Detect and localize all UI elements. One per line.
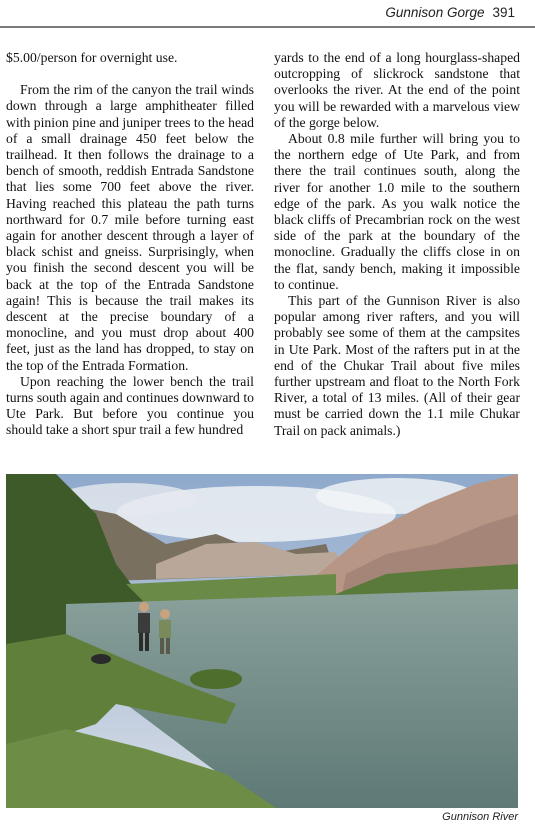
paragraph-outcropping: yards to the end of a long hourglass-shaped outcropping of slickrock sandstone that overlooks the river. At the end of the point you will be rewarded with a marvelous view of the gorge below. xyxy=(274,50,520,130)
page-number: 391 xyxy=(492,5,515,20)
section-title: Gunnison Gorge xyxy=(385,5,485,20)
photo-caption: Gunnison River xyxy=(442,811,518,823)
running-header xyxy=(385,3,515,23)
paragraph-trail-descent: From the rim of the canyon the trail winds down through a large amphitheater filled with pinion pine and juniper trees to the head of a small drainage 450 feet below the trailhead. It then follows the drainage to a bench of smooth, reddish Entrada Sandstone that lies some 700 feet above the river. Having reached this plateau the path turns northward for 0.7 mile before turning east again for another descent through a layer of black schist and gneiss. Surprisingly, when you finish the second descent you will be back at the top of the Entrada Sandstone again! This is because the trail makes its descent at the precise boundary of a monocline, and you must drop about 400 feet, just as the land has dropped, to stay on the top of the Entrada Formation. xyxy=(6,82,254,373)
river-photo xyxy=(6,474,518,808)
right-column xyxy=(274,50,520,439)
paragraph-rafters: This part of the Gunnison River is also popular among river rafters, and you will probably see some of them at the campsites in Ute Park. Most of the rafters put in at the end of the Chukar Trail about five miles further upstream and float to the North Fork River, a total of 13 miles. (All of their gear must be carried down the 1.1 mile Chukar Trail on pack animals.) xyxy=(274,293,520,438)
river-photo-illustration xyxy=(6,474,518,808)
header-rule xyxy=(0,26,535,28)
paragraph-fee: $5.00/person for overnight use. xyxy=(6,50,178,65)
left-column xyxy=(6,50,254,439)
paragraph-ute-park: About 0.8 mile further will bring you to the northern edge of Ute Park, and from there the trail continues south, along the river for another 1.0 mile to the southern edge of the park. As you walk notice the black cliffs of Precambrian rock on the west side of the park at the boundary of the monocline. Gradually the cliffs close in on the flat, sandy bench, making it impossible to continue. xyxy=(274,131,520,292)
grass-clump xyxy=(190,669,242,689)
paragraph-lower-bench: Upon reaching the lower bench the trail turns south again and continues downward to Ute Park. But before you continue you should take a short spur trail a few hundred xyxy=(6,373,254,438)
